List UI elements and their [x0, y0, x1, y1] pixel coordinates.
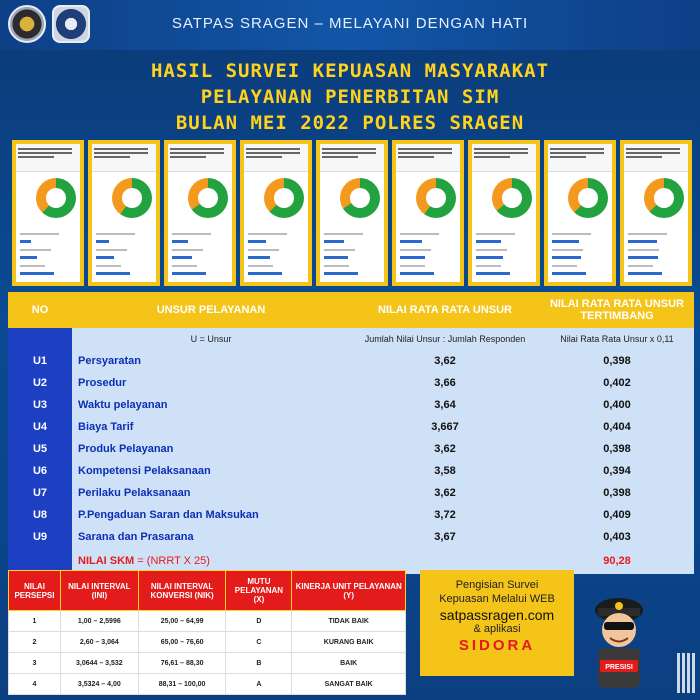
scale-col-header: MUTU PELAYANAN (X) — [226, 571, 292, 611]
table-row — [8, 438, 694, 460]
donut-chart — [264, 178, 304, 218]
survey-results-table — [8, 292, 694, 574]
table-row — [8, 482, 694, 504]
scale-cell: 3 — [9, 653, 61, 674]
row-no: U6 — [8, 460, 72, 482]
scale-cell: TIDAK BAIK — [292, 611, 406, 632]
row-avg: 3,58 — [434, 465, 456, 477]
row-weighted: 0,403 — [603, 531, 631, 543]
scale-row — [9, 674, 406, 695]
donut-chart — [568, 178, 608, 218]
scale-cell: 2 — [9, 632, 61, 653]
row-avg: 3,667 — [431, 421, 459, 433]
survey-screenshot-card — [240, 140, 312, 286]
skm-formula: = (NRRT X 25) — [137, 555, 210, 567]
row-weighted: 0,400 — [603, 399, 631, 411]
row-avg: 3,62 — [434, 355, 456, 367]
row-avg: 3,66 — [434, 377, 456, 389]
row-unsur: Waktu pelayanan — [78, 399, 168, 411]
mascot-badge-text: PRESISI — [605, 664, 633, 671]
donut-chart — [492, 178, 532, 218]
promo-line-2: Kepuasan Melalui WEB — [439, 593, 555, 605]
pattern-decoration — [677, 653, 695, 693]
scale-row — [9, 632, 406, 653]
scale-col-header: NILAI INTERVAL (INI) — [60, 571, 138, 611]
row-no: U7 — [8, 482, 72, 504]
survey-screenshot-card — [620, 140, 692, 286]
headline-line-2: PELAYANAN PENERBITAN SIM — [200, 86, 500, 108]
row-unsur: Prosedur — [78, 377, 127, 389]
scale-row — [9, 611, 406, 632]
scale-cell: BAIK — [292, 653, 406, 674]
headline-line-3: BULAN MEI 2022 POLRES SRAGEN — [175, 112, 525, 134]
skm-value: 90,28 — [603, 555, 631, 567]
row-weighted: 0,394 — [603, 465, 631, 477]
promo-url: satpassragen.com — [439, 607, 555, 623]
row-no: U1 — [8, 350, 72, 372]
scale-cell: 88,31 – 100,00 — [138, 674, 226, 695]
police-mascot-icon — [586, 590, 652, 690]
table-row — [8, 416, 694, 438]
scale-cell: 25,00 – 64,99 — [138, 611, 226, 632]
scale-cell: C — [226, 632, 292, 653]
scale-col-header: NILAI INTERVAL KONVERSI (NIK) — [138, 571, 226, 611]
survey-screenshot-card — [88, 140, 160, 286]
col-unsur: UNSUR PELAYANAN — [72, 292, 350, 328]
survey-screenshot-card — [316, 140, 388, 286]
scale-cell: D — [226, 611, 292, 632]
scale-col-header: KINERJA UNIT PELAYANAN (Y) — [292, 571, 406, 611]
row-avg: 3,67 — [434, 531, 456, 543]
survey-screenshot-card — [392, 140, 464, 286]
sub-nilai: Jumlah Nilai Unsur : Jumlah Responden — [350, 328, 540, 350]
scale-cell: 4 — [9, 674, 61, 695]
donut-chart — [416, 178, 456, 218]
row-unsur: Persyaratan — [78, 355, 141, 367]
donut-chart — [644, 178, 684, 218]
row-no: U5 — [8, 438, 72, 460]
row-weighted: 0,404 — [603, 421, 631, 433]
row-avg: 3,72 — [434, 509, 456, 521]
table-row — [8, 394, 694, 416]
donut-chart — [340, 178, 380, 218]
promo-app-name: SIDORA — [458, 637, 536, 654]
table-row — [8, 372, 694, 394]
table-row — [8, 504, 694, 526]
header-title: SATPAS SRAGEN – MELAYANI DENGAN HATI — [171, 15, 529, 32]
sub-tertimbang: Nilai Rata Rata Unsur x 0,11 — [540, 328, 694, 350]
sub-unsur: U = Unsur — [72, 328, 350, 350]
row-no: U8 — [8, 504, 72, 526]
row-avg: 3,64 — [434, 399, 456, 411]
row-no: U3 — [8, 394, 72, 416]
row-weighted: 0,398 — [603, 487, 631, 499]
scale-cell: A — [226, 674, 292, 695]
promo-box — [420, 570, 574, 676]
row-weighted: 0,398 — [603, 355, 631, 367]
scale-cell: 65,00 – 76,60 — [138, 632, 226, 653]
row-unsur: Perilaku Pelaksanaan — [78, 487, 191, 499]
row-weighted: 0,402 — [603, 377, 631, 389]
survey-screenshot-card — [12, 140, 84, 286]
row-avg: 3,62 — [434, 443, 456, 455]
survey-screenshot-card — [544, 140, 616, 286]
row-avg: 3,62 — [434, 487, 456, 499]
row-unsur: Produk Pelayanan — [78, 443, 174, 455]
scale-cell: 76,61 – 88,30 — [138, 653, 226, 674]
promo-line-3: & aplikasi — [473, 623, 521, 635]
scale-cell: B — [226, 653, 292, 674]
scale-cell: 3,0644 – 3,532 — [60, 653, 138, 674]
scale-row — [9, 653, 406, 674]
scale-cell: KURANG BAIK — [292, 632, 406, 653]
scale-cell: 1 — [9, 611, 61, 632]
col-tertimbang: NILAI RATA RATA UNSUR TERTIMBANG — [540, 292, 694, 328]
table-row — [8, 526, 694, 548]
row-no: U4 — [8, 416, 72, 438]
scale-cell: 3,5324 – 4,00 — [60, 674, 138, 695]
table-row — [8, 460, 694, 482]
promo-line-1: Pengisian Survei — [455, 579, 539, 591]
col-no: NO — [8, 292, 72, 328]
row-no: U2 — [8, 372, 72, 394]
row-weighted: 0,398 — [603, 443, 631, 455]
donut-chart — [36, 178, 76, 218]
sub-no — [8, 328, 72, 350]
survey-screenshot-card — [468, 140, 540, 286]
row-unsur: Sarana dan Prasarana — [78, 531, 194, 543]
row-unsur: P.Pengaduan Saran dan Maksukan — [78, 509, 259, 521]
scale-cell: 2,60 – 3,064 — [60, 632, 138, 653]
survey-screenshots — [12, 140, 692, 286]
scale-col-header: NILAI PERSEPSI — [9, 571, 61, 611]
row-no: U9 — [8, 526, 72, 548]
scale-cell: 1,00 – 2,5996 — [60, 611, 138, 632]
row-weighted: 0,409 — [603, 509, 631, 521]
col-nilai: NILAI RATA RATA UNSUR — [350, 292, 540, 328]
donut-chart — [188, 178, 228, 218]
table-row — [8, 350, 694, 372]
headline-line-1: HASIL SURVEI KEPUASAN MASYARAKAT — [150, 60, 550, 82]
top-bar — [0, 0, 700, 50]
donut-chart — [112, 178, 152, 218]
row-unsur: Kompetensi Pelaksanaan — [78, 465, 211, 477]
skm-label-text: NILAI SKM — [78, 555, 135, 567]
scale-table — [8, 570, 406, 695]
scale-cell: SANGAT BAIK — [292, 674, 406, 695]
survey-screenshot-card — [164, 140, 236, 286]
row-unsur: Biaya Tarif — [78, 421, 134, 433]
